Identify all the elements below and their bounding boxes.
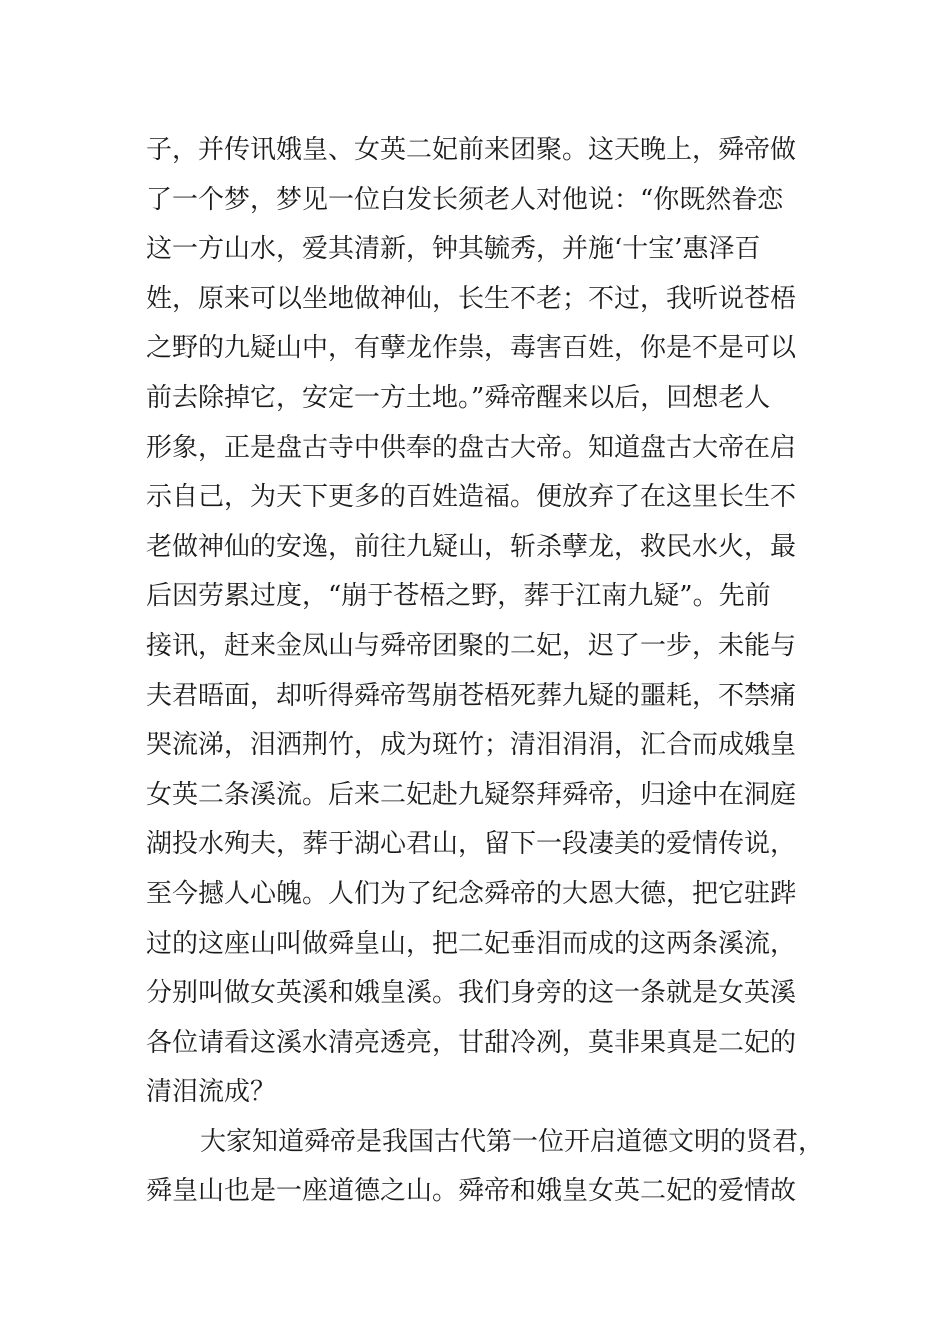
text-line: 清泪流成？ bbox=[146, 1077, 277, 1108]
text-line: 子，并传讯娥皇、女英二妃前来团聚。这天晚上，舜帝做 bbox=[146, 135, 797, 165]
text-line: 过的这座山叫做舜皇山，把二妃垂泪而成的这两条溪流， bbox=[146, 928, 797, 959]
text-line: 至今撼人心魄。人们为了纪念舜帝的大恩大德，把它驻跸 bbox=[146, 878, 797, 909]
text-line: 分别叫做女英溪和娥皇溪。我们身旁的这一条就是女英溪 bbox=[146, 978, 797, 1009]
text-line: 示自己，为天下更多的百姓造福。便放弃了在这里长生不 bbox=[146, 482, 797, 513]
text-line: 这一方山水，爱其清新，钟其毓秀，并施‘十宝’惠泽百 bbox=[146, 234, 761, 265]
text-line: 老做神仙的安逸，前往九疑山，斩杀孽龙，救民水火，最 bbox=[146, 531, 797, 562]
body-text bbox=[146, 126, 836, 1217]
text-line: 之野的九疑山中，有孽龙作祟，毒害百姓，你是不是可以 bbox=[146, 333, 797, 364]
text-line: 女英二条溪流。后来二妃赴九疑祭拜舜帝，归途中在洞庭 bbox=[146, 779, 797, 810]
text-line: 前去除掉它，安定一方土地。”舜帝醒来以后，回想老人 bbox=[146, 382, 771, 413]
text-line: 湖投水殉夫，葬于湖心君山，留下一段凄美的爱情传说， bbox=[146, 829, 797, 860]
text-line: 接讯，赶来金凤山与舜帝团聚的二妃，迟了一步，未能与 bbox=[146, 630, 797, 661]
paragraph-start-line: 大家知道舜帝是我国古代第一位开启道德文明的贤君， bbox=[200, 1126, 825, 1157]
text-line: 夫君晤面，却听得舜帝驾崩苍梧死葬九疑的噩耗，不禁痛 bbox=[146, 680, 797, 711]
text-line: 后因劳累过度，“崩于苍梧之野，葬于江南九疑”。先前 bbox=[146, 581, 771, 612]
text-line: 了一个梦，梦见一位白发长须老人对他说：“你既然眷恋 bbox=[146, 184, 784, 215]
text-line: 各位请看这溪水清亮透亮，甘甜冷冽，莫非果真是二妃的 bbox=[146, 1027, 797, 1058]
text-line: 哭流涕，泪洒荆竹，成为斑竹；清泪涓涓，汇合而成娥皇 bbox=[146, 730, 797, 761]
text-line: 姓，原来可以坐地做神仙，长生不老；不过，我听说苍梧 bbox=[146, 283, 797, 314]
text-line: 形象，正是盘古寺中供奉的盘古大帝。知道盘古大帝在启 bbox=[146, 432, 797, 463]
text-line: 舜皇山也是一座道德之山。舜帝和娥皇女英二妃的爱情故 bbox=[146, 1176, 797, 1207]
